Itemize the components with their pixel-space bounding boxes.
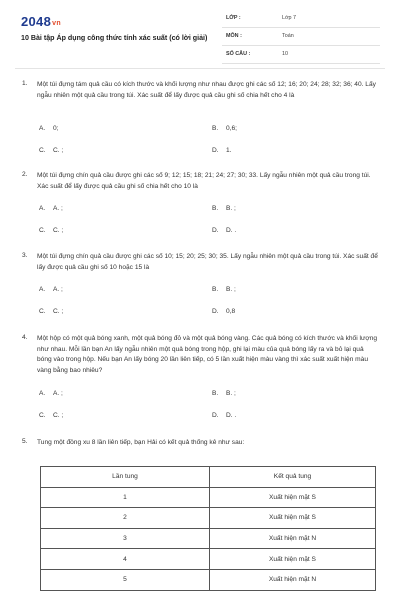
question-number: 1. xyxy=(22,80,28,87)
option-a[interactable]: A. A. ; xyxy=(39,390,63,397)
info-value: Lớp 7 xyxy=(282,15,297,21)
option-a[interactable]: A. A. ; xyxy=(39,286,63,293)
question-2 xyxy=(22,171,382,241)
question-text: Tung một đồng xu 8 lần liên tiếp, bạn Hải có kết quả thống kê như sau: xyxy=(37,439,245,446)
table-row xyxy=(41,569,376,590)
option-a[interactable]: A. A. ; xyxy=(39,205,63,212)
info-value: 10 xyxy=(282,51,288,57)
option-c[interactable]: C. C. ; xyxy=(39,308,64,315)
option-b[interactable]: B. B. ; xyxy=(212,390,236,397)
info-panel xyxy=(222,10,380,64)
page-title: 10 Bài tập Áp dụng công thức tính xác suất (có lời giải) xyxy=(21,34,208,42)
question-4 xyxy=(22,334,382,424)
info-row-count xyxy=(222,46,380,64)
question-number: 3. xyxy=(22,252,28,259)
table-cell-result: Xuất hiện mặt S xyxy=(210,487,376,508)
question-5 xyxy=(22,438,382,452)
info-key: SỐ CÂU : xyxy=(226,51,251,57)
table-cell-toss: 3 xyxy=(41,528,210,549)
page-header xyxy=(0,0,400,62)
info-row-class xyxy=(222,10,380,28)
question-text: Một túi đựng chín quả cầu được ghi các số 10; 15; 20; 25; 30; 35. Lấy ngẫu nhiên một quả cầu trong túi. Xác suất để lấy được quả cầu ghi số 10 hoặc 15 là xyxy=(37,253,378,271)
table-row xyxy=(41,549,376,570)
logo-suffix: vn xyxy=(52,20,61,27)
table-row xyxy=(41,508,376,529)
divider xyxy=(15,68,385,69)
table-cell-toss: 1 xyxy=(41,487,210,508)
table-cell-toss: 2 xyxy=(41,508,210,529)
option-d[interactable]: D. D. . xyxy=(212,412,237,419)
option-c[interactable]: C. C. ; xyxy=(39,147,64,154)
question-text: Một túi đựng tám quả cầu có kích thước và khối lượng như nhau được ghi các số 12; 16; 20; 24; 28; 32; 36; 40. Lấy ngẫu nhiên một quả cầu trong túi. Xác suất để lấy được quả cầu ghi số chia hết cho 4 là xyxy=(37,81,376,99)
results-table xyxy=(40,466,376,591)
table-row xyxy=(41,487,376,508)
table-cell-result: Xuất hiện mặt N xyxy=(210,569,376,590)
info-key: MÔN : xyxy=(226,33,242,39)
info-key: LỚP : xyxy=(226,15,241,21)
option-d[interactable]: D. D. . xyxy=(212,227,237,234)
table-row xyxy=(41,528,376,549)
option-a[interactable]: A. 0; xyxy=(39,125,59,132)
option-b[interactable]: B. B. ; xyxy=(212,205,236,212)
info-row-subject xyxy=(222,28,380,46)
option-d[interactable]: D. 1. xyxy=(212,147,232,154)
option-b[interactable]: B. B. ; xyxy=(212,286,236,293)
site-logo[interactable] xyxy=(21,14,61,29)
table-cell-result: Xuất hiện mặt N xyxy=(210,528,376,549)
info-value: Toán xyxy=(282,33,294,39)
question-number: 5. xyxy=(22,438,28,445)
question-3 xyxy=(22,252,382,322)
question-number: 4. xyxy=(22,334,28,341)
table-cell-toss: 5 xyxy=(41,569,210,590)
option-d[interactable]: D. 0,8 xyxy=(212,308,236,315)
option-b[interactable]: B. 0,6; xyxy=(212,125,237,132)
question-1 xyxy=(22,80,382,160)
question-text: Một túi đựng chín quả cầu được ghi các số 9; 12; 15; 18; 21; 24; 27; 30; 33. Lấy ngẫu nhiên một quả cầu trong túi. Xác suất để lấy được quả cầu ghi số chia hết cho 10 là xyxy=(37,172,371,190)
table-cell-result: Xuất hiện mặt S xyxy=(210,549,376,570)
table-header-row xyxy=(41,467,376,488)
logo-text: 2048 xyxy=(21,14,52,29)
option-c[interactable]: C. C. ; xyxy=(39,412,64,419)
column-header-result: Kết quả tung xyxy=(210,467,376,488)
question-text: Một hộp có một quả bóng xanh, một quả bóng đỏ và một quả bóng vàng. Các quả bóng có kích thước và khối lượng như nhau. Mỗi lần bạn An lấy ngẫu nhiên một quả bóng trong hộp, ghi lại màu của quả bóng lấy ra và bỏ lại quả bóng vào trong hộp. Nếu bạn An lấy bóng 20 lần liên tiếp, có 5 lần xuất hiện màu vàng thì xác suất xuất hiện màu vàng bằng bao nhiêu? xyxy=(37,335,378,374)
question-number: 2. xyxy=(22,171,28,178)
table-cell-result: Xuất hiện mặt S xyxy=(210,508,376,529)
option-c[interactable]: C. C. ; xyxy=(39,227,64,234)
table-cell-toss: 4 xyxy=(41,549,210,570)
column-header-toss: Lần tung xyxy=(41,467,210,488)
